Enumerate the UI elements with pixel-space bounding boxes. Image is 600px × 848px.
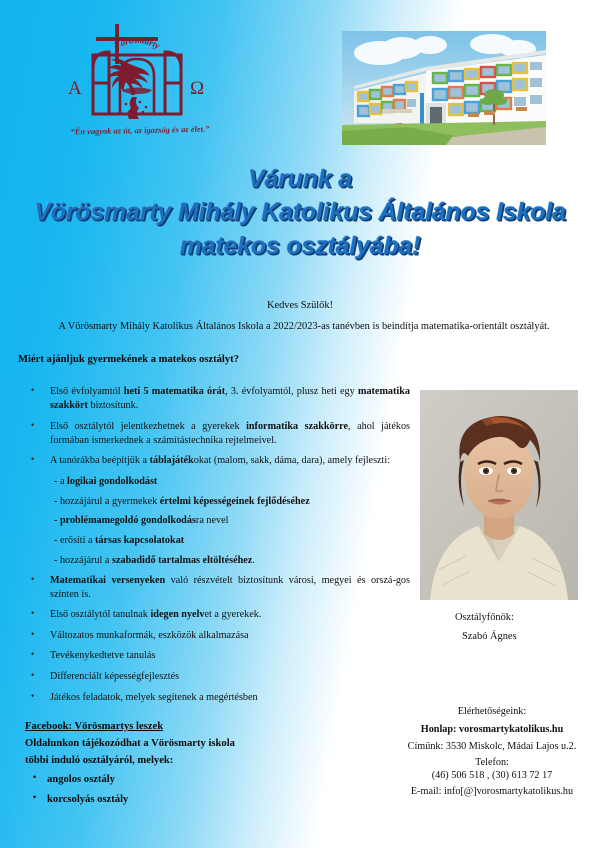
facebook-block (25, 718, 325, 808)
benefit-text: Első osztálytól jelentkezhetnek a gyerekek (50, 420, 247, 432)
title-line-3: matekos osztályába! (179, 231, 421, 260)
benefit-emphasis: társas kapcsolatokat (95, 535, 185, 547)
section-question: Miért ajánljuk gyermekének a matekos osztályt? (18, 354, 239, 365)
benefit-item (18, 629, 410, 643)
benefit-text: , ahol játékos formában ismerkednek a számítástechnika rejtelmeivel. (50, 420, 410, 446)
benefit-emphasis: táblajáték (149, 455, 194, 467)
poster-title (0, 163, 600, 263)
benefit-text: Tevékenykedtetve tanulás (50, 650, 156, 662)
contact-address: Címünk: 3530 Miskolc, Mádai Lajos u.2. (407, 741, 577, 753)
benefit-emphasis: informatika szakkörre (246, 420, 349, 432)
benefit-emphasis: logikai gondolkodást (67, 475, 158, 487)
benefit-subitem (18, 534, 410, 547)
title-line-1: Várunk a (247, 165, 352, 193)
benefit-text: - erősíti a (54, 535, 96, 547)
benefit-text: A tanórákba beépítjük a (50, 455, 150, 467)
benefit-subitem (18, 475, 410, 488)
benefit-emphasis: heti 5 matematika órát (123, 386, 226, 397)
school-building-photo (342, 31, 546, 145)
benefit-subitem (18, 554, 410, 567)
facebook-page-title[interactable]: Facebook: Vörösmartys leszek (25, 721, 164, 732)
teacher-name: Szabó Ágnes (462, 631, 517, 642)
benefit-text: , 3. évfolyamtól, plusz heti egy (225, 386, 358, 397)
benefit-item (18, 385, 410, 413)
benefit-text: - (54, 515, 60, 527)
benefit-text: - hozzájárul a (54, 554, 112, 566)
benefit-subitem (18, 495, 410, 508)
benefit-text: - hozzájárul a gyermekek (54, 495, 160, 507)
benefit-item (18, 454, 410, 468)
omega-glyph: Ω (190, 78, 205, 99)
contact-heading: Elérhetőségeink: (457, 706, 527, 717)
benefit-emphasis: szabadidő tartalmas eltöltéséhez (111, 554, 253, 566)
benefit-text: való részvételt biztosítunk városi, megyei és orszá-gos szinten is. (50, 574, 410, 600)
benefit-item (18, 691, 410, 705)
benefit-emphasis: problémamegoldó gondolkodás (59, 515, 196, 527)
contact-website[interactable]: Honlap: vorosmartykatolikus.hu (420, 723, 564, 735)
facebook-line-2: többi induló osztályáról, melyek: (25, 755, 174, 767)
benefit-subitem (18, 514, 410, 527)
logo-motto: “Én vagyok az út, az igazság és az élet.” (70, 124, 210, 137)
benefit-item (18, 574, 410, 602)
contact-email[interactable]: E-mail: info[@]vorosmartykatolikus.hu (410, 785, 574, 797)
benefit-text: Változatos munkaformák, eszközök alkalmazása (50, 629, 249, 641)
benefit-text: ra nevel (195, 515, 229, 527)
benefit-text: Differenciált képességfejlesztés (50, 671, 180, 683)
benefit-emphasis: értelmi képességeinek fejlődéséhez (159, 495, 310, 507)
logo-school-name: Vörösmarty (112, 34, 162, 51)
benefit-text: biztosítunk. (87, 400, 139, 412)
benefit-text: . (252, 554, 255, 566)
benefit-text: okat (malom, sakk, dáma, dara), amely fejleszti: (193, 455, 391, 467)
benefit-text: - a (54, 475, 68, 487)
poster-header (0, 0, 600, 160)
teacher-photo (420, 390, 578, 600)
contact-block (392, 703, 592, 800)
benefit-emphasis: idegen nyelv (150, 609, 205, 621)
benefit-item (18, 608, 410, 622)
title-line-2: Vörösmarty Mihály Katolikus Általános Iskola (34, 198, 566, 227)
alpha-glyph: A (68, 78, 82, 99)
facebook-line-1: Oldalunkon tájékozódhat a Vörösmarty iskola (25, 738, 235, 750)
teacher-role-label: Osztályfőnök: (455, 612, 514, 623)
benefit-text: Első évfolyamtól (50, 386, 124, 397)
lead-paragraph: A Vörösmarty Mihály Katolikus Általános Iskola a 2022/2023-as tanévben is beindítja matematika-orientált osztályát. (58, 321, 550, 332)
contact-phone-numbers[interactable]: (46) 506 518 , (30) 613 72 17 (431, 770, 553, 782)
benefit-text: et a gyerekek. (204, 609, 262, 621)
greeting-text: Kedves Szülők! (266, 300, 334, 311)
contact-phone-label: Telefon: (475, 756, 509, 768)
facebook-class-item-0: • angolos osztály (25, 771, 325, 788)
benefit-emphasis: matematika szakkört (50, 386, 411, 412)
benefit-text: Első osztálytól tanulnak (50, 609, 151, 621)
benefit-item (18, 420, 410, 448)
benefit-item (18, 670, 410, 684)
benefits-list (18, 385, 410, 711)
benefit-item (18, 649, 410, 663)
benefit-emphasis: Matematikai versenyeken (50, 574, 166, 586)
benefit-text: Játékos feladatok, melyek segítenek a megértésben (50, 691, 258, 703)
facebook-class-item-1: • korcsolyás osztály (25, 791, 325, 808)
